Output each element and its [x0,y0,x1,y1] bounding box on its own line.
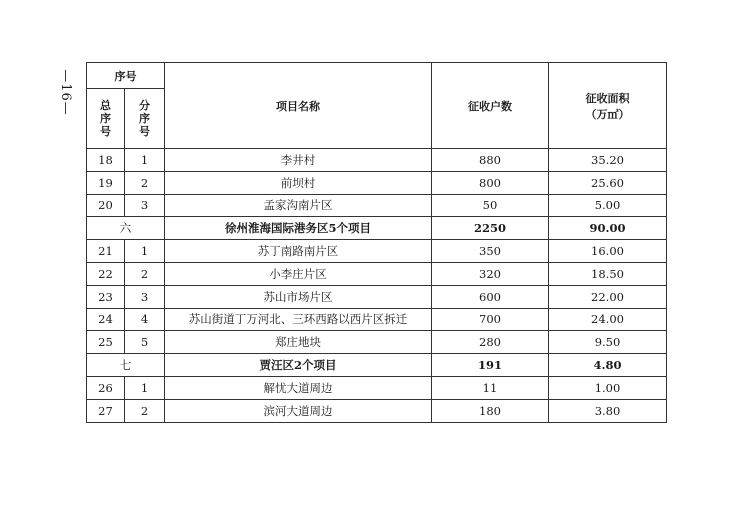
households: 600 [432,285,549,308]
project-name: 滨河大道周边 [165,399,432,422]
project-name: 郑庄地块 [165,331,432,354]
households-header: 征收户数 [432,63,549,149]
project-name: 贾汪区2个项目 [165,354,432,377]
total-seq-header: 总序号 [87,89,125,149]
area: 18.50 [549,262,667,285]
area: 1.00 [549,376,667,399]
area: 90.00 [549,217,667,240]
sub-seq: 1 [125,376,165,399]
area-header-title: 征收面积 [585,91,630,105]
sub-seq: 2 [125,171,165,194]
project-name: 解忧大道周边 [165,376,432,399]
group-number: 六 [87,217,165,240]
table-row [87,149,667,172]
area: 24.00 [549,308,667,331]
table-row [87,308,667,331]
sub-seq: 2 [125,399,165,422]
project-name: 李井村 [165,149,432,172]
sub-seq: 5 [125,331,165,354]
sub-seq: 4 [125,308,165,331]
households: 2250 [432,217,549,240]
households: 280 [432,331,549,354]
project-name: 前坝村 [165,171,432,194]
table-row-group [87,217,667,240]
area-header-unit: （万㎡） [585,107,630,121]
group-number: 七 [87,354,165,377]
households: 350 [432,240,549,263]
name-header: 项目名称 [165,63,432,149]
total-seq: 19 [87,171,125,194]
project-table [86,62,667,423]
page-number: —16— [57,68,73,116]
project-name: 小李庄片区 [165,262,432,285]
total-seq: 21 [87,240,125,263]
area: 25.60 [549,171,667,194]
total-seq: 20 [87,194,125,217]
area: 9.50 [549,331,667,354]
total-seq: 18 [87,149,125,172]
project-name: 徐州淮海国际港务区5个项目 [165,217,432,240]
area: 35.20 [549,149,667,172]
households: 191 [432,354,549,377]
project-name: 苏丁南路南片区 [165,240,432,263]
table-row [87,240,667,263]
area: 3.80 [549,399,667,422]
table-row [87,262,667,285]
total-seq: 27 [87,399,125,422]
table-row-group [87,354,667,377]
seq-header: 序号 [87,63,165,89]
project-name: 苏山街道丁万河北、三环西路以西片区拆迁 [165,308,432,331]
table-row [87,331,667,354]
area: 4.80 [549,354,667,377]
table-row [87,194,667,217]
total-seq: 24 [87,308,125,331]
total-seq: 22 [87,262,125,285]
table-body [87,149,667,423]
sub-seq-header: 分序号 [125,89,165,149]
area: 16.00 [549,240,667,263]
sub-seq: 1 [125,240,165,263]
table-row [87,171,667,194]
area: 22.00 [549,285,667,308]
households: 320 [432,262,549,285]
sub-seq: 2 [125,262,165,285]
households: 880 [432,149,549,172]
table-row [87,399,667,422]
households: 11 [432,376,549,399]
sub-seq: 3 [125,194,165,217]
households: 180 [432,399,549,422]
table-row [87,285,667,308]
project-name: 孟家沟南片区 [165,194,432,217]
area: 5.00 [549,194,667,217]
households: 700 [432,308,549,331]
project-name: 苏山市场片区 [165,285,432,308]
total-seq: 26 [87,376,125,399]
area-header [549,63,667,149]
total-seq: 25 [87,331,125,354]
households: 50 [432,194,549,217]
households: 800 [432,171,549,194]
total-seq: 23 [87,285,125,308]
sub-seq: 1 [125,149,165,172]
sub-seq: 3 [125,285,165,308]
table-row [87,376,667,399]
